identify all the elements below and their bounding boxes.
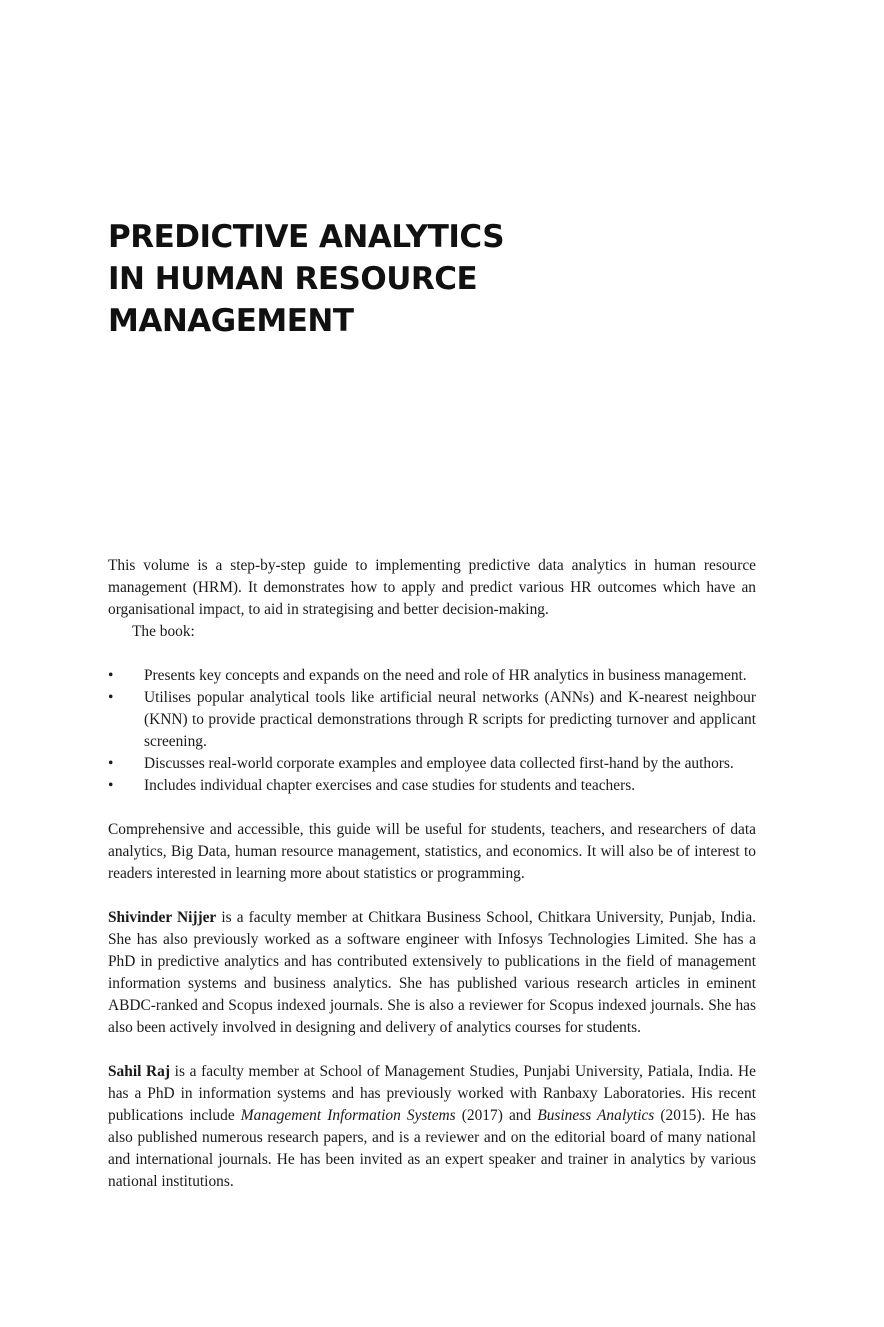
feature-list (108, 665, 756, 797)
intro-paragraph: This volume is a step-by-step guide to implementing predictive data analytics in human resource management (HRM). It demonstrates how to apply and predict various HR outcomes which have an organisational impact, to aid in strategising and better decision-making. (108, 557, 756, 618)
list-item (108, 753, 756, 775)
bullet-icon: • (108, 667, 114, 684)
list-item-text: Presents key concepts and expands on the need and role of HR analytics in business management. (144, 667, 747, 684)
author-bio-text: is a faculty member at Chitkara Business School, Chitkara University, Punjab, India. She has also previously worked as a software engineer with Infosys Technologies Limited. She has a PhD in predictive analytics and has contributed extensively to publications in the field of management information systems and business analytics. She has published various research articles in eminent ABDC-ranked and Scopus indexed journals. She is also a reviewer for Scopus indexed journals. She has also been actively involved in designing and delivery of analytics courses for students. (108, 909, 756, 1036)
back-cover-text (108, 555, 756, 1193)
bullet-icon: • (108, 777, 114, 794)
list-item (108, 687, 756, 753)
book-title-line-2: IN HUMAN RESOURCE (108, 261, 478, 297)
bullet-icon: • (108, 755, 114, 772)
intro-lead-in: The book: (132, 623, 195, 640)
book-title (108, 216, 748, 342)
book-title-line-1: PREDICTIVE ANALYTICS (108, 219, 505, 255)
summary-paragraph: Comprehensive and accessible, this guide will be useful for students, teachers, and researchers of data analytics, Big Data, human resource management, statistics, and economics. It will also be of interest to readers interested in learning more about statistics or programming. (108, 821, 756, 882)
list-item (108, 665, 756, 687)
list-item-text: Includes individual chapter exercises and case studies for students and teachers. (144, 777, 636, 794)
author-name: Sahil Raj (108, 1063, 170, 1080)
book-title-mis: Management Information Systems (240, 1107, 456, 1124)
book-title-line-3: MANAGEMENT (108, 303, 354, 339)
author-name: Shivinder Nijjer (108, 909, 217, 926)
bullet-icon: • (108, 689, 114, 706)
list-item (108, 775, 756, 797)
list-item-text: Discusses real-world corporate examples and employee data collected first-hand by the authors. (144, 755, 734, 772)
list-item-text: Utilises popular analytical tools like artificial neural networks (ANNs) and K-nearest neighbour (KNN) to provide practical demonstrations through R scripts for predicting turnover and applicant screening. (144, 689, 756, 750)
author-bio-nijjer (108, 907, 756, 1039)
author-bio-text: (2017) and (455, 1107, 538, 1124)
author-bio-text: is a faculty member at School of Management Studies, Punjabi University, Patiala, India. He has a PhD in information systems and has previously worked with Ranbaxy Laboratories. His recent publications include (108, 1063, 757, 1124)
author-bio-raj (108, 1061, 756, 1193)
book-title-business-analytics: Business Analytics (537, 1107, 655, 1124)
author-bio-text: (2015). He has also published numerous research papers, and is a reviewer and on the editorial board of many national and international journals. He has been invited as an expert speaker and trainer in analytics by various national institutions. (108, 1107, 757, 1190)
